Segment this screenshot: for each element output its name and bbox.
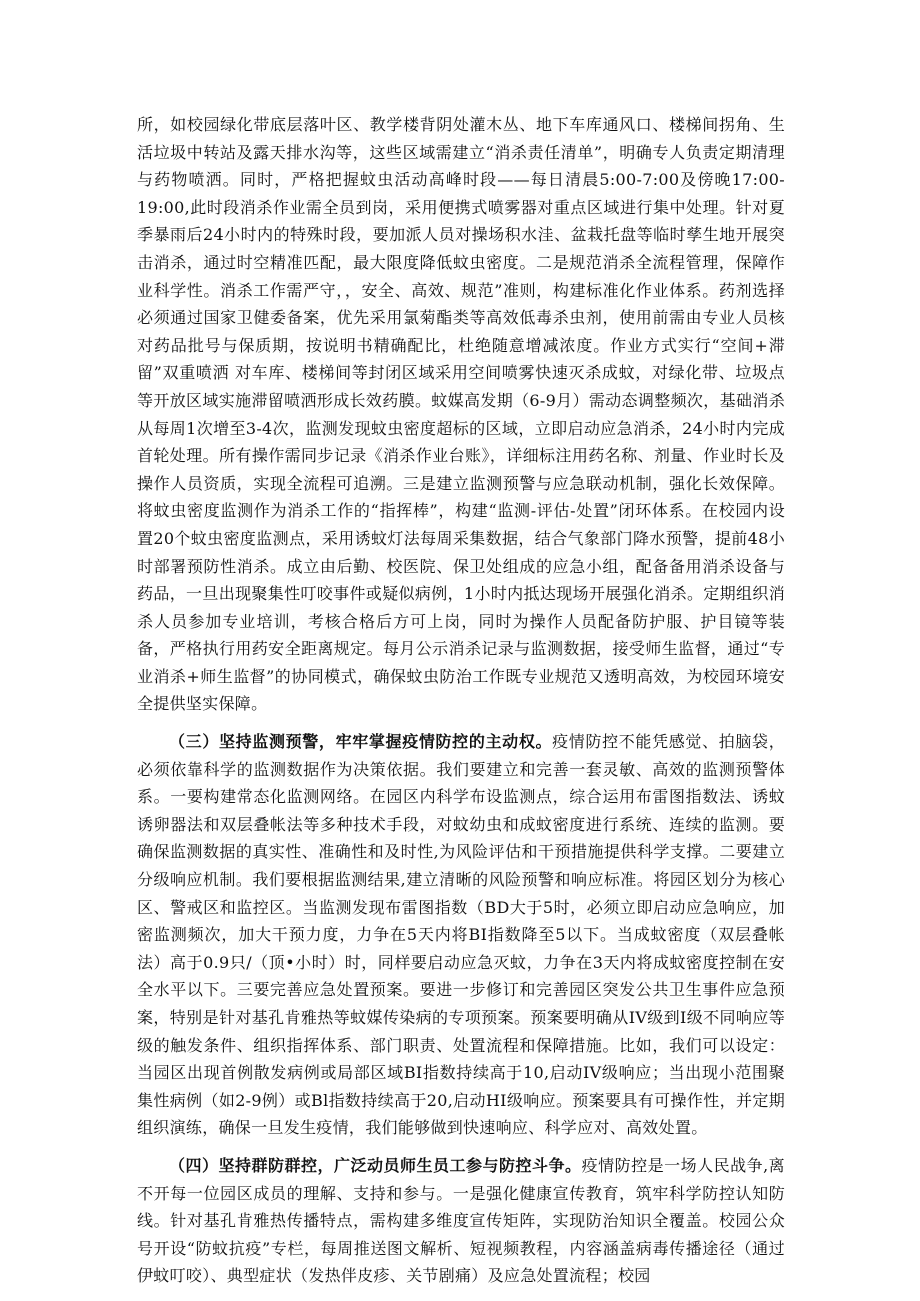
paragraph-section-3 xyxy=(137,728,785,1142)
paragraph-section-4 xyxy=(137,1152,785,1290)
paragraph-continued xyxy=(137,111,785,718)
document-body xyxy=(137,111,785,1300)
section-heading: （四）坚持群防群控，广泛动员师生员工参与防控斗争。 xyxy=(169,1155,582,1175)
paragraph-body: 所，如校园绿化带底层落叶区、教学楼背阴处灌木丛、地下车库通风口、楼梯间拐角、生活垃圾中转站及露天排水沟等，这些区域需建立“消杀责任清单”，明确专人负责定期清理与药物喷洒。同时，严格把握蚊虫活动高峰时段——每日清晨5:00-7:00及傍晚17:00-19:00,此时段消杀作业需全员到岗，采用便携式喷雾器对重点区域进行集中处理。针对夏季暴雨后24小时内的特殊时段，要加派人员对操场积水洼、盆栽托盘等临时孳生地开展突击消杀，通过时空精准匹配，最大限度降低蚊虫密度。二是规范消杀全流程管理，保障作业科学性。消杀工作需严守，，安全、高效、规范”准则，构建标准化作业体系。药剂选择必须通过国家卫健委备案，优先采用氯菊酯类等高效低毒杀虫剂，使用前需由专业人员核对药品批号与保质期，按说明书精确配比，杜绝随意增减浓度。作业方式实行“空间+滞留”双重喷洒 对车库、楼梯间等封闭区域采用空间喷雾快速灭杀成蚊，对绿化带、垃圾点等开放区域实施滞留喷洒形成长效药膜。蚊媒高发期（6-9月）需动态调整频次，基础消杀从每周1次增至3-4次，监测发现蚊虫密度超标的区域，立即启动应急消杀，24小时内完成首轮处理。所有操作需同步记录《消杀作业台账》，详细标注用药名称、剂量、作业时长及操作人员资质，实现全流程可追溯。三是建立监测预警与应急联动机制，强化长效保障。将蚊虫密度监测作为消杀工作的“指挥棒”，构建“监测-评估-处置”闭环体系。在校园内设置20个蚊虫密度监测点，采用诱蚊灯法每周采集数据，结合气象部门降水预警，提前48小时部署预防性消杀。成立由后勤、校医院、保卫处组成的应急小组，配备备用消杀设备与药品，一旦出现聚集性叮咬事件或疑似病例，1小时内抵达现场开展强化消杀。定期组织消杀人员参加专业培训，考核合格后方可上岗，同时为操作人员配备防护服、护目镜等装备，严格执行用药安全距离规定。每月公示消杀记录与监测数据，接受师生监督，通过“专业消杀+师生监督”的协同模式，确保蚊虫防治工作既专业规范又透明高效，为校园环境安全提供坚实保障。 xyxy=(137,115,785,714)
section-heading: （三）坚持监测预警，牢牢掌握疫情防控的主动权。 xyxy=(169,732,553,752)
paragraph-body: 疫情防控是一场人民战争,离不开每一位园区成员的理解、支持和参与。一是强化健康宣传教育，筑牢科学防控认知防线。针对基孔肯雅热传播特点，需构建多维度宣传矩阵，实现防治知识全覆盖。校园公众号开设“防蚊抗疫”专栏，每周推送图文解析、短视频教程，内容涵盖病毒传播途径（通过伊蚊叮咬）、典型症状（发热伴皮疹、关节剧痛）及应急处置流程；校园 xyxy=(137,1155,785,1286)
paragraph-body: 疫情防控不能凭感觉、拍脑袋，必须依靠科学的监测数据作为决策依据。我们要建立和完善一套灵敏、高效的监测预警体系。一要构建常态化监测网络。在园区内科学布设监测点，综合运用布雷图指数法、诱蚊诱卵器法和双层叠帐法等多种技术手段，对蚊幼虫和成蚊密度进行系统、连续的监测。要确保监测数据的真实性、准确性和及时性,为风险评估和干预措施提供科学支撑。二要建立分级响应机制。我们要根据监测结果,建立清晰的风险预警和响应标准。将园区划分为核心区、警戒区和监控区。当监测发现布雷图指数（BD大于5时，必须立即启动应急响应，加密监测频次，加大干预力度，力争在5天内将BI指数降至5以下。当成蚊密度（双层叠帐法）高于0.9只/（顶•小时）时，同样要启动应急灭蚊，力争在3天内将成蚊密度控制在安全水平以下。三要完善应急处置预案。要进一步修订和完善园区突发公共卫生事件应急预案，特别是针对基孔肯雅热等蚊媒传染病的专项预案。预案要明确从IV级到I级不同响应等级的触发条件、组织指挥体系、部门职责、处置流程和保障措施。比如，我们可以设定：当园区出现首例散发病例或局部区域BI指数持续高于10,启动IV级响应；当出现小范围聚集性病例（如2-9例）或Bl指数持续高于20,启动HI级响应。预案要具有可操作性，并定期组织演练，确保一旦发生疫情，我们能够做到快速响应、科学应对、高效处置。 xyxy=(137,732,785,1138)
